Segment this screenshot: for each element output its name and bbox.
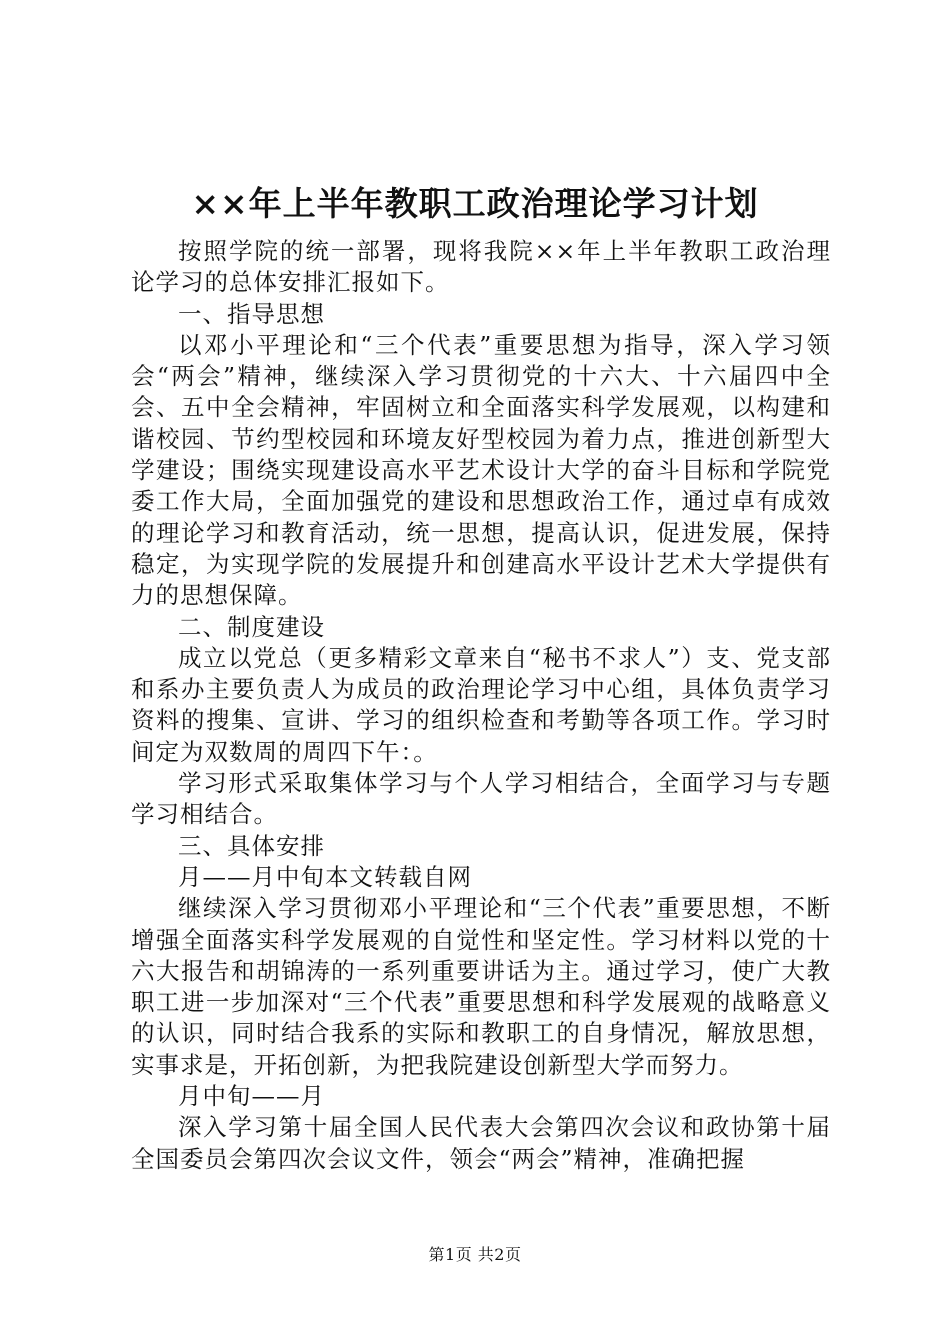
document-title: ××年上半年教职工政治理论学习计划 (191, 184, 759, 223)
section-heading-arrangements: 三、具体安排 (178, 831, 325, 860)
schedule-period-1-paragraph: 继续深入学习贯彻邓小平理论和“三个代表”重要思想，不断增强全面落实科学发展观的自觉性和坚定性。学习材料以党的十六大报告和胡锦涛的一系列重要讲话为主。通过学习，使广大教职工进一步加深对“三个代表”重要思想和科学发展观的战略意义的认识，同时结合我系的实际和教职工的自身情况，解放思想，实事求是，开拓创新，为把我院建设创新型大学而努力。 (131, 894, 831, 1079)
system-building-paragraph: 成立以党总（更多精彩文章来自“秘书不求人”）支、党支部和系办主要负责人为成员的政治理论学习中心组，具体负责学习资料的搜集、宣讲、学习的组织检查和考勤等各项工作。学习时间定为双数周的周四下午：。 (131, 643, 831, 766)
section-heading-system-building: 二、制度建设 (178, 612, 325, 641)
intro-paragraph: 按照学院的统一部署，现将我院××年上半年教职工政治理论学习的总体安排汇报如下。 (131, 237, 831, 297)
page-footer: 第1页 共2页 (428, 1245, 522, 1264)
guiding-ideology-paragraph: 以邓小平理论和“三个代表”重要思想为指导，深入学习领会“两会”精神，继续深入学习贯彻党的十六大、十六届四中全会、五中全会精神，牢固树立和全面落实科学发展观，以构建和谐校园、节约型校园和环境友好型校园为着力点，推进创新型大学建设；围绕实现建设高水平艺术设计大学的奋斗目标和学院党委工作大局，全面加强党的建设和思想政治工作，通过卓有成效的理论学习和教育活动，统一思想，提高认识，促进发展，保持稳定，为实现学院的发展提升和创建高水平设计艺术大学提供有力的思想保障。 (131, 330, 831, 610)
schedule-period-1: 月——月中旬本文转载自网 (178, 862, 472, 891)
schedule-period-2: 月中旬——月 (178, 1082, 325, 1111)
section-heading-guiding-ideology: 一、指导思想 (178, 299, 325, 328)
document-body (131, 236, 831, 1175)
study-form-paragraph: 学习形式采取集体学习与个人学习相结合，全面学习与专题学习相结合。 (131, 769, 831, 829)
schedule-period-2-paragraph: 深入学习第十届全国人民代表大会第四次会议和政协第十届全国委员会第四次会议文件，领会“两会”精神，准确把握 (131, 1113, 831, 1173)
